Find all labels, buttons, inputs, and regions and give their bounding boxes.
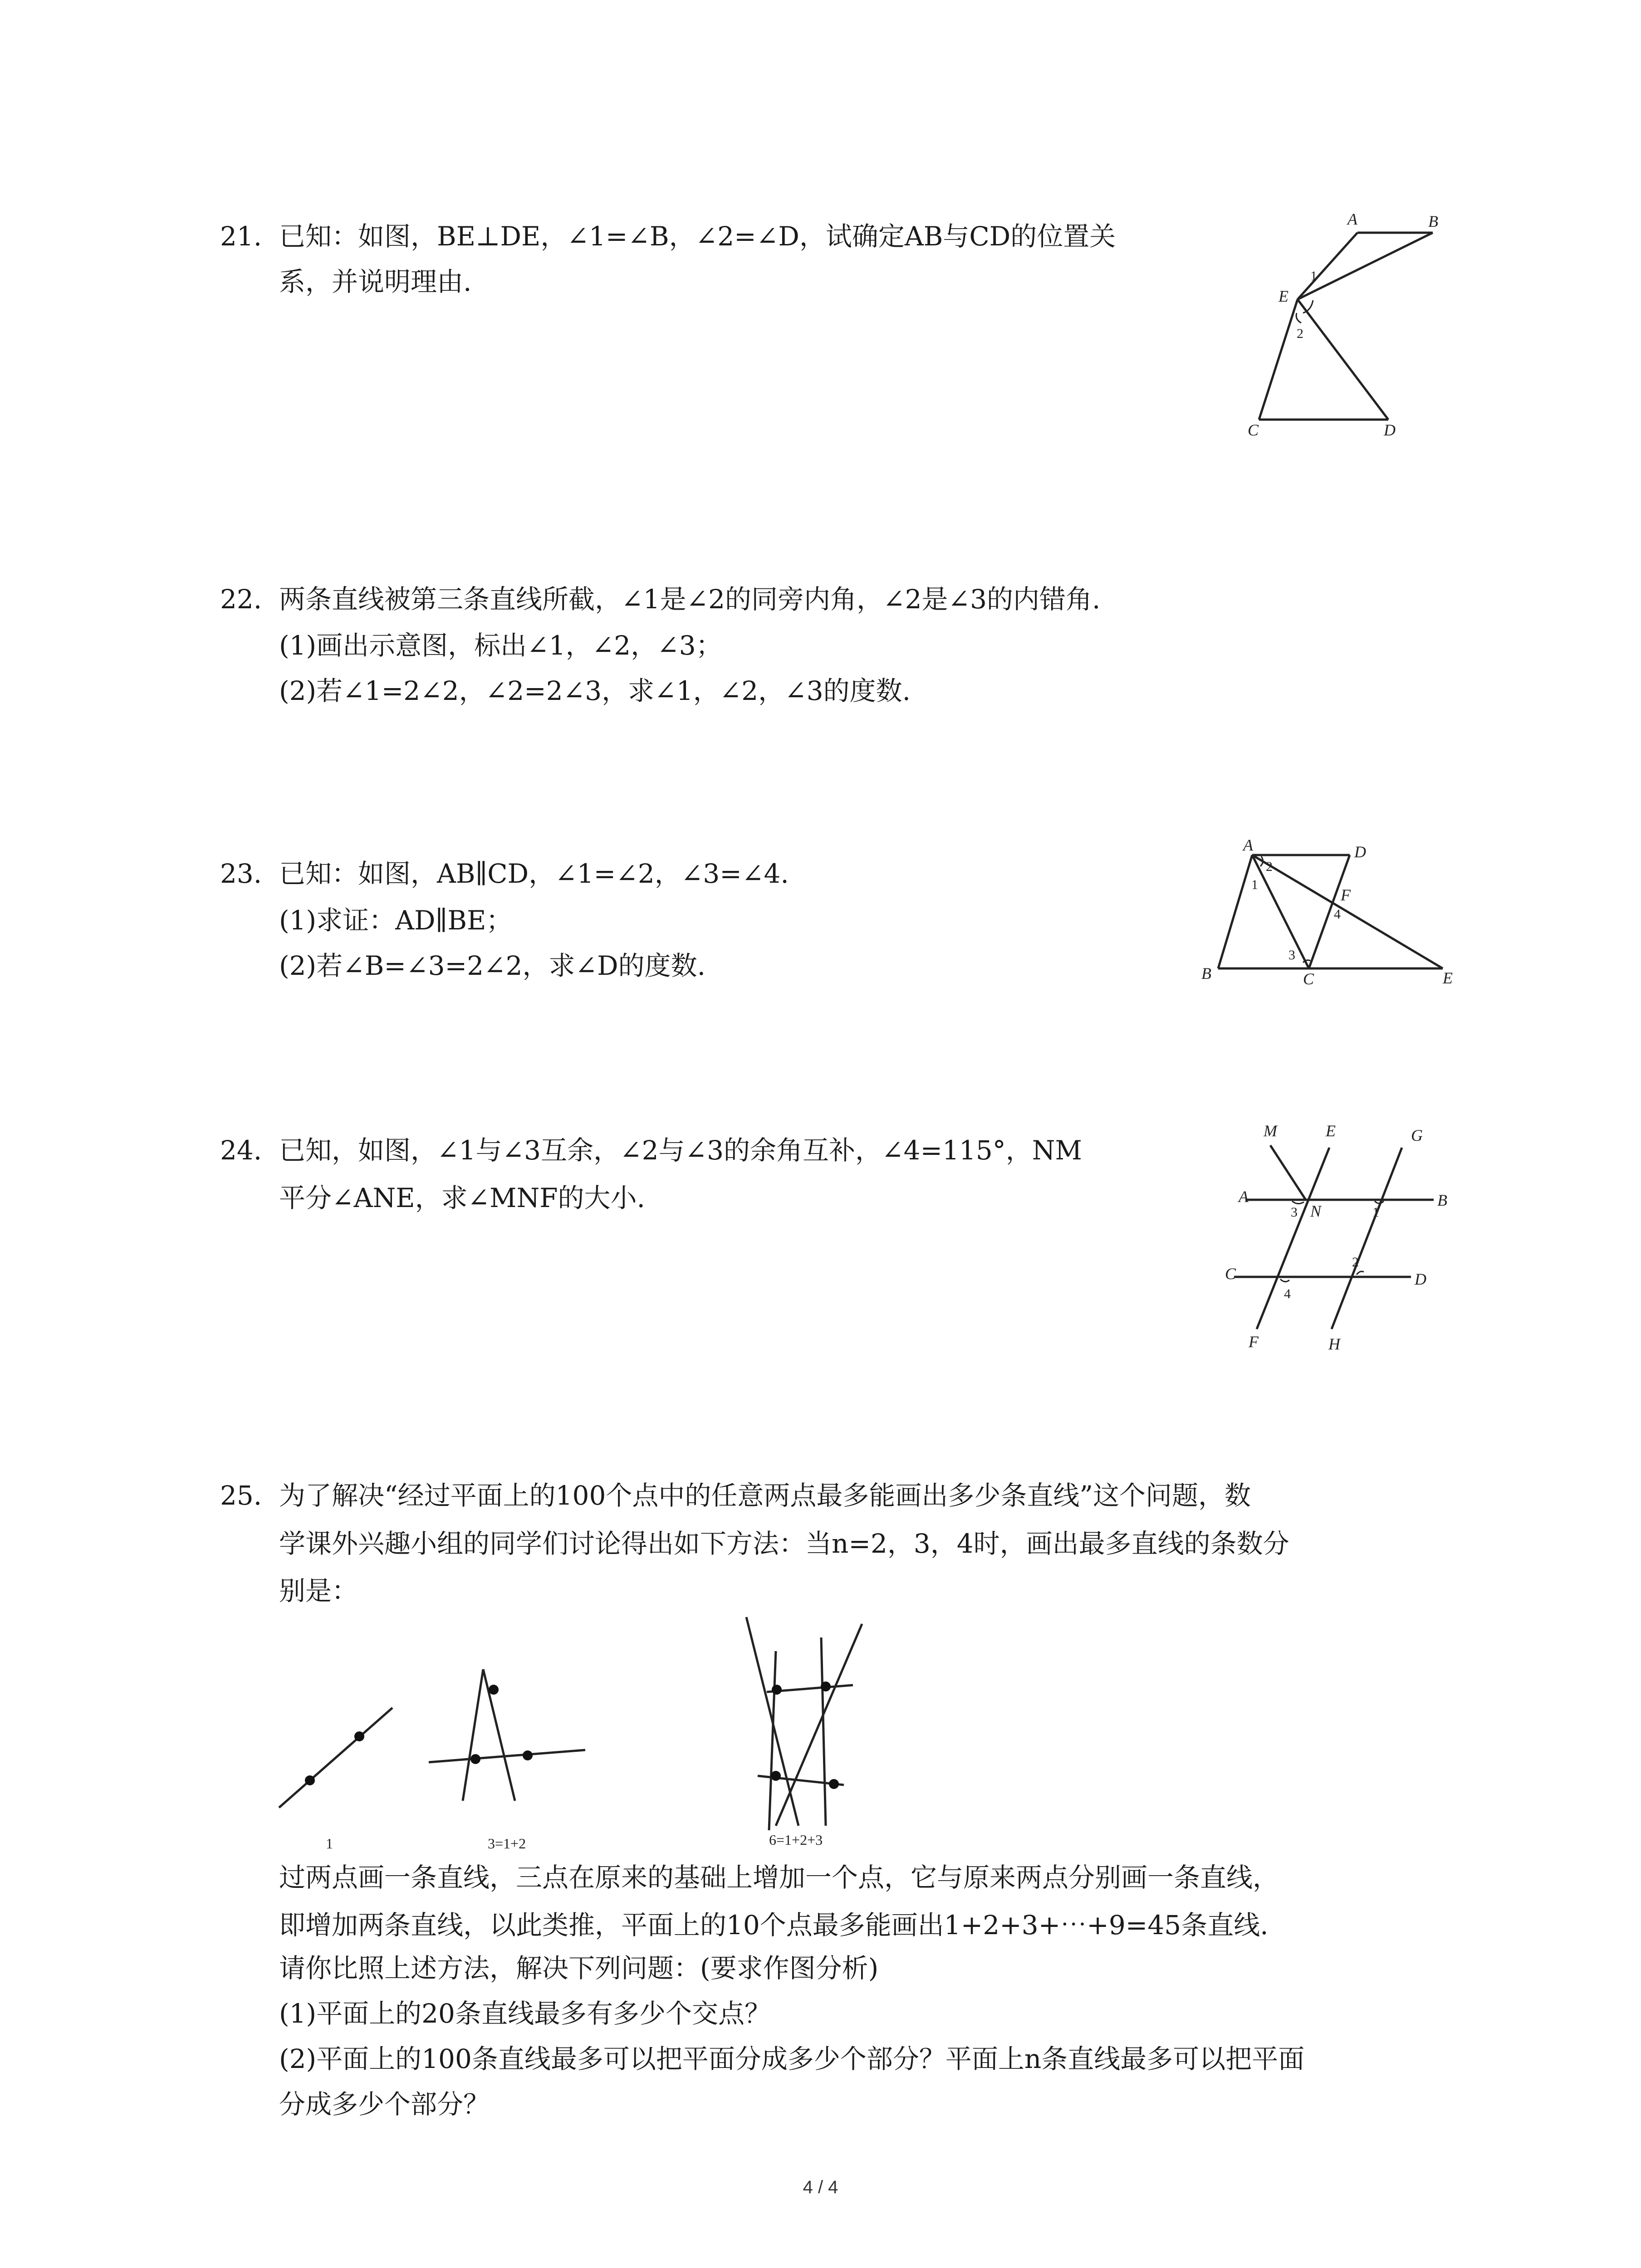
q23-label-B: B xyxy=(1201,964,1211,982)
q23-label-C: C xyxy=(1303,970,1314,988)
q25-line9: 分成多少个部分？ xyxy=(279,2089,490,2120)
q23-line3: (2)若∠B=∠3=2∠2，求∠D的度数. xyxy=(279,950,706,981)
q24-number: 24. xyxy=(220,1135,262,1166)
q24-line1: 已知，如图，∠1与∠3互余，∠2与∠3的余角互补，∠4=115°，NM xyxy=(279,1135,1082,1166)
q24-label-C: C xyxy=(1225,1265,1236,1283)
q24-label-B: B xyxy=(1437,1191,1447,1209)
q25-line7: (1)平面上的20条直线最多有多少个交点？ xyxy=(279,1998,771,2029)
q23-line2: (1)求证：AD∥BE； xyxy=(279,905,513,936)
q21-label-C: C xyxy=(1248,421,1259,439)
q24-label-H: H xyxy=(1328,1335,1340,1353)
q25-figure-4-points xyxy=(730,1613,885,1853)
q25-line2: 学课外兴趣小组的同学们讨论得出如下方法：当n=2，3，4时，画出最多直线的条数分 xyxy=(279,1528,1289,1559)
q24-label-A: A xyxy=(1239,1188,1249,1206)
q21-label-D: D xyxy=(1384,421,1396,439)
q25-line4: 过两点画一条直线，三点在原来的基础上增加一个点，它与原来两点分别画一条直线， xyxy=(279,1862,1279,1893)
q25-line5: 即增加两条直线，以此类推，平面上的10个点最多能画出1+2+3+⋯+9=45条直线. xyxy=(279,1910,1269,1941)
q24-label-E: E xyxy=(1326,1122,1336,1140)
q25-line6: 请你比照上述方法，解决下列问题：(要求作图分析) xyxy=(279,1953,879,1984)
q24-angle-4: 4 xyxy=(1284,1286,1291,1301)
page-number: 4 / 4 xyxy=(803,2177,838,2197)
q25-line3: 别是： xyxy=(279,1575,358,1606)
q22-line3: (2)若∠1=2∠2，∠2=2∠3，求∠1，∠2，∠3的度数. xyxy=(279,675,911,706)
q25-caption-2: 3=1+2 xyxy=(488,1835,526,1852)
q23-angle-2: 2 xyxy=(1266,859,1273,874)
q24-label-M: M xyxy=(1264,1122,1277,1140)
q25-caption-1: 1 xyxy=(326,1835,333,1852)
q24-figure xyxy=(1220,1120,1452,1356)
q25-line8: (2)平面上的100条直线最多可以把平面分成多少个部分？平面上n条直线最多可以把平面 xyxy=(279,2043,1305,2074)
q24-label-F: F xyxy=(1249,1333,1259,1351)
q23-number: 23. xyxy=(220,858,262,889)
q25-figure-3-points xyxy=(422,1651,603,1860)
q23-angle-1: 1 xyxy=(1251,877,1258,892)
q21-number: 21. xyxy=(220,221,262,252)
q21-label-A: A xyxy=(1347,210,1357,228)
q24-angle-1: 1 xyxy=(1372,1205,1379,1220)
q21-line1: 已知：如图，BE⊥DE，∠1=∠B，∠2=∠D，试确定AB与CD的位置关 xyxy=(279,221,1116,252)
q24-angle-3: 3 xyxy=(1291,1205,1298,1220)
q23-label-F: F xyxy=(1341,886,1351,904)
q25-caption-3: 6=1+2+3 xyxy=(769,1832,823,1848)
q23-label-E: E xyxy=(1443,969,1453,987)
q21-angle-2: 2 xyxy=(1297,326,1303,341)
q23-angle-4: 4 xyxy=(1334,907,1341,922)
q21-label-E: E xyxy=(1279,287,1288,305)
q23-label-A: A xyxy=(1243,836,1253,854)
q23-figure xyxy=(1198,836,1453,993)
q21-line2: 系，并说明理由. xyxy=(279,266,472,297)
q24-label-N: N xyxy=(1310,1202,1322,1220)
q25-number: 25. xyxy=(220,1480,262,1511)
q25-line1: 为了解决“经过平面上的100个点中的任意两点最多能画出多少条直线”这个问题，数 xyxy=(279,1480,1251,1511)
q24-angle-2: 2 xyxy=(1352,1255,1359,1270)
q23-label-D: D xyxy=(1354,843,1366,861)
q21-label-B: B xyxy=(1428,212,1438,230)
q21-angle-1: 1 xyxy=(1310,269,1317,284)
q22-line1: 两条直线被第三条直线所截，∠1是∠2的同旁内角，∠2是∠3的内错角. xyxy=(279,584,1101,615)
q24-line2: 平分∠ANE，求∠MNF的大小. xyxy=(279,1183,645,1213)
q22-line2: (1)画出示意图，标出∠1，∠2，∠3； xyxy=(279,630,722,661)
q23-line1: 已知：如图，AB∥CD，∠1=∠2，∠3=∠4. xyxy=(279,858,789,889)
q22-number: 22. xyxy=(220,584,262,615)
q25-figure-2-points xyxy=(272,1687,404,1860)
q23-angle-3: 3 xyxy=(1288,948,1295,963)
q24-label-G: G xyxy=(1411,1126,1423,1144)
q21-figure xyxy=(1243,209,1438,445)
q24-label-D: D xyxy=(1415,1270,1426,1288)
